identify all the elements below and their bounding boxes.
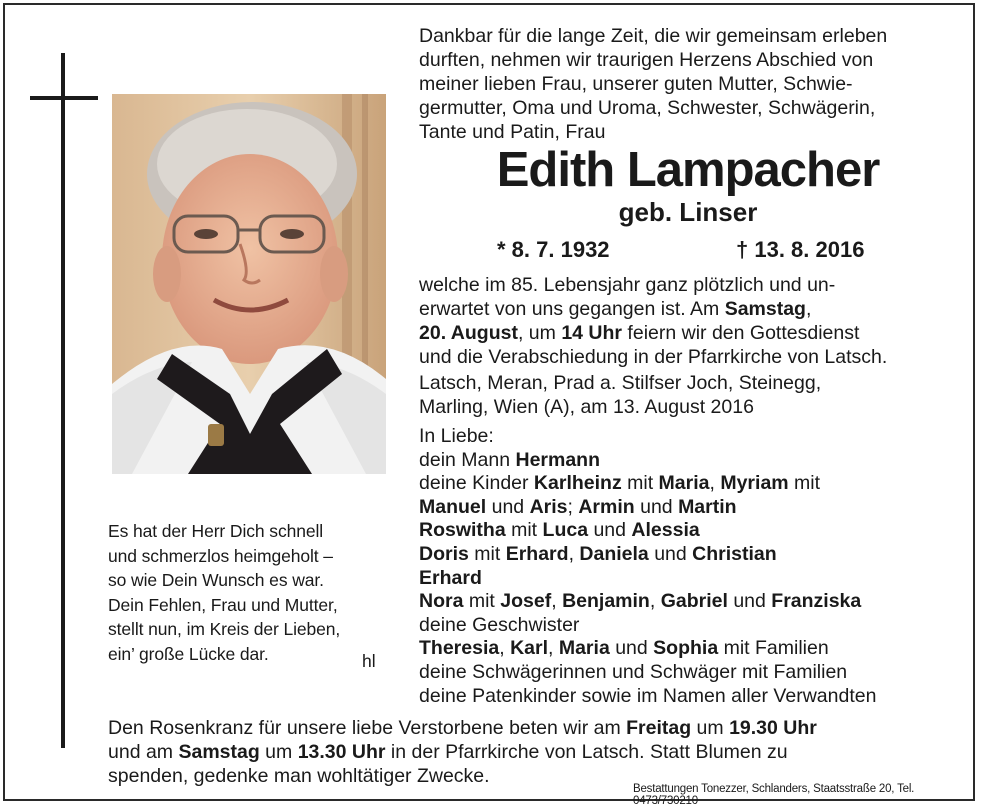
family-row: Doris mit Erhard, Daniela und Christian xyxy=(419,542,777,565)
family-list xyxy=(419,425,957,708)
obituary-card xyxy=(3,3,975,807)
family-row: deine Schwägerinnen und Schwäger mit Familien xyxy=(419,660,848,683)
intro-line: durften, nehmen wir traurigen Herzens Abschied von xyxy=(419,49,874,71)
passing-line: erwartet von uns gegangen ist. Am Samstag, xyxy=(419,298,812,320)
family-row: deine Kinder Karlheinz mit Maria, Myriam mit xyxy=(419,472,821,495)
rosary-notice xyxy=(108,716,958,788)
intro-line: germutter, Oma und Uroma, Schwester, Schwägerin, xyxy=(419,97,876,119)
intro-line: meiner lieben Frau, unserer guten Mutter, Schwie- xyxy=(419,73,853,95)
death-date: † 13. 8. 2016 xyxy=(736,237,865,262)
place-line: Marling, Wien (A), am 13. August 2016 xyxy=(419,396,754,418)
rosary-line: spenden, gedenke man wohltätiger Zwecke. xyxy=(108,765,490,787)
passing-text xyxy=(419,273,957,369)
portrait-photo xyxy=(112,94,386,474)
poem-line: und schmerzlos heimgeholt – xyxy=(108,545,333,566)
place-date-text xyxy=(419,371,957,419)
family-row: Nora mit Josef, Benjamin, Gabriel und Franziska xyxy=(419,590,862,613)
family-row: Theresia, Karl, Maria und Sophia mit Familien xyxy=(419,637,829,660)
passing-line: und die Verabschiedung in der Pfarrkirche von Latsch. xyxy=(419,346,888,368)
portrait-illustration xyxy=(112,94,386,474)
intro-text xyxy=(419,24,957,144)
intro-line: Dankbar für die lange Zeit, die wir gemeinsam erleben xyxy=(419,25,888,47)
family-row: Manuel und Aris; Armin und Martin xyxy=(419,495,737,518)
maiden-name: geb. Linser xyxy=(618,197,758,227)
cross-icon-vertical xyxy=(61,53,65,748)
poem-line: so wie Dein Wunsch es war. xyxy=(108,570,324,590)
family-row: Erhard xyxy=(419,566,482,589)
funeral-home-credit: Bestattungen Tonezzer, Schlanders, Staatsstraße 20, Tel. 0473/730210 xyxy=(633,783,915,807)
deceased-name: Edith Lampacher xyxy=(496,143,880,197)
in-liebe-label: In Liebe: xyxy=(419,425,494,447)
passing-line: welche im 85. Lebensjahr ganz plötzlich und un- xyxy=(419,274,836,296)
poem-line: Dein Fehlen, Frau und Mutter, xyxy=(108,594,338,615)
intro-line: Tante und Patin, Frau xyxy=(419,121,606,143)
family-row: Roswitha mit Luca und Alessia xyxy=(419,519,700,542)
memorial-poem xyxy=(108,519,393,666)
passing-line: 20. August, um 14 Uhr feiern wir den Gottesdienst xyxy=(419,322,860,344)
poem-initials: hl xyxy=(362,651,376,671)
rosary-line: und am Samstag um 13.30 Uhr in der Pfarrkirche von Latsch. Statt Blumen zu xyxy=(108,741,788,763)
poem-line: ein’ große Lücke dar. xyxy=(108,643,269,664)
family-row: dein Mann Hermann xyxy=(419,448,601,471)
family-row: deine Patenkinder sowie im Namen aller Verwandten xyxy=(419,684,877,707)
place-line: Latsch, Meran, Prad a. Stilfser Joch, Steinegg, xyxy=(419,372,822,394)
poem-line: stellt nun, im Kreis der Lieben, xyxy=(108,619,341,639)
rosary-line: Den Rosenkranz für unsere liebe Verstorbene beten wir am Freitag um 19.30 Uhr xyxy=(108,717,817,739)
family-row: deine Geschwister xyxy=(419,613,580,636)
cross-icon-horizontal xyxy=(30,96,98,100)
poem-line: Es hat der Herr Dich schnell xyxy=(108,521,324,541)
birth-date: * 8. 7. 1932 xyxy=(497,237,610,262)
